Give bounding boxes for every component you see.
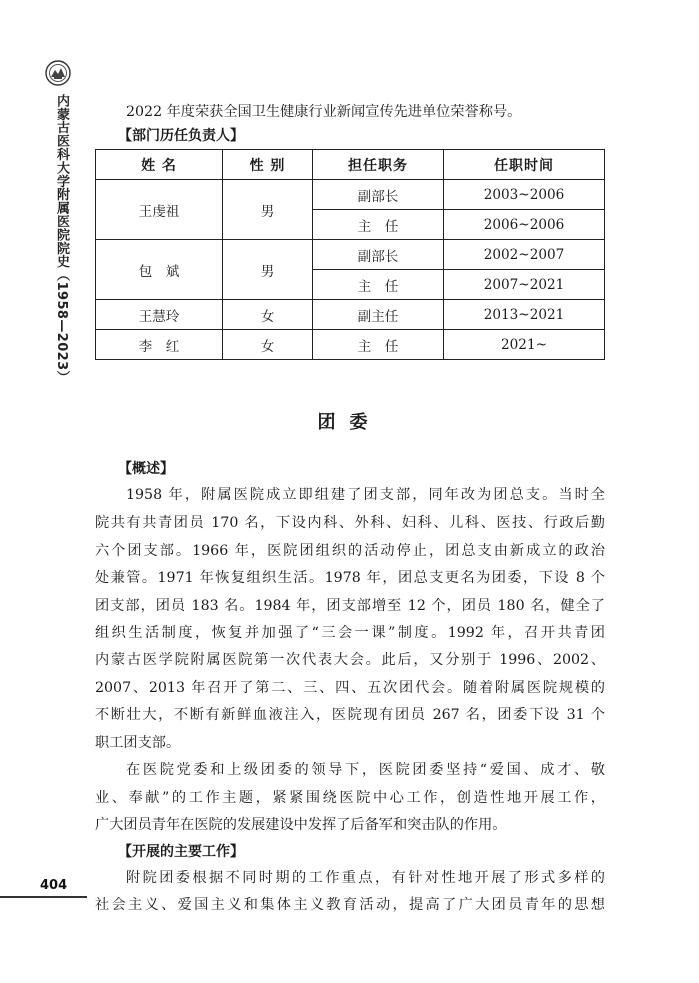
leaders-table	[95, 149, 605, 360]
cell-period: 2013~2021	[444, 300, 605, 330]
running-title: 内蒙古医科大学附属医院院史（1958—2023）	[54, 94, 69, 384]
section-title: 团委	[317, 412, 382, 433]
cell-post: 副部长	[313, 240, 444, 270]
page-number: 404	[40, 878, 68, 893]
cell-period: 2002~2007	[444, 240, 605, 270]
leaders-heading: 【部门历任负责人】	[118, 128, 244, 144]
table-row	[96, 180, 605, 210]
work-heading: 【开展的主要工作】	[118, 844, 244, 860]
cell-post: 副主任	[313, 300, 444, 330]
header-post: 担任职务	[313, 150, 444, 180]
overview-p1-line: 院共有共青团员 170 名，下设内科、外科、妇科、儿科、医技、行政后勤	[95, 515, 605, 531]
intro-line: 2022 年度荣获全国卫生健康行业新闻宣传先进单位荣誉称号。	[126, 104, 522, 120]
table-row	[96, 330, 605, 360]
overview-p1-line: 不断壮大，不断有新鲜血液注入，医院现有团员 267 名，团委下设 31 个	[95, 707, 605, 723]
overview-p1-line: 组织生活制度，恢复并加强了“三会一课”制度。1992 年，召开共青团	[95, 625, 605, 641]
cell-period: 2006~2006	[444, 210, 605, 240]
overview-p1-line: 2007、2013 年召开了第二、三、四、五次团代会。随着附属医院规模的	[95, 680, 605, 696]
header-name: 姓 名	[96, 150, 223, 180]
table-row	[96, 300, 605, 330]
cell-post: 主 任	[313, 270, 444, 300]
cell-period: 2003~2006	[444, 180, 605, 210]
cell-gender: 男	[223, 180, 313, 240]
hospital-emblem-icon	[45, 60, 71, 86]
cell-period: 2021~	[444, 330, 605, 360]
table-header-row	[96, 150, 605, 180]
cell-post: 主 任	[313, 330, 444, 360]
cell-name: 王虔祖	[96, 180, 223, 240]
overview-p2-line: 业、奉献”的工作主题，紧紧围绕医院中心工作，创造性地开展工作，	[95, 790, 605, 806]
overview-heading: 【概述】	[118, 461, 174, 477]
cell-gender: 男	[223, 240, 313, 300]
overview-p1-line: 1958 年，附属医院成立即组建了团支部，同年改为团总支。当时全	[126, 487, 605, 503]
overview-p2-line: 广大团员青年在医院的发展建设中发挥了后备军和突击队的作用。	[95, 817, 507, 833]
work-line: 社会主义、爱国主义和集体主义教育活动，提高了广大团员青年的思想	[95, 897, 605, 913]
table-row	[96, 240, 605, 270]
cell-name: 李 红	[96, 330, 223, 360]
cell-name: 王慧玲	[96, 300, 223, 330]
overview-p1-line: 团支部，团员 183 名。1984 年，团支部增至 12 个，团员 180 名，健全了	[95, 598, 605, 614]
overview-p1-line: 职工团支部。	[95, 735, 181, 751]
overview-p1-line: 六个团支部。1966 年，医院团组织的活动停止，团总支由新成立的政治	[95, 543, 605, 559]
overview-p1-line: 处兼管。1971 年恢复组织生活。1978 年，团总支更名为团委，下设 8 个	[95, 570, 605, 586]
footer-rule	[0, 896, 87, 898]
header-gender: 性 别	[223, 150, 313, 180]
overview-p1-line: 内蒙古医学院附属医院第一次代表大会。此后，又分别于 1996、2002、	[95, 652, 605, 668]
cell-gender: 女	[223, 330, 313, 360]
cell-post: 副部长	[313, 180, 444, 210]
cell-name: 包 斌	[96, 240, 223, 300]
header-period: 任职时间	[444, 150, 605, 180]
cell-post: 主 任	[313, 210, 444, 240]
work-line: 附院团委根据不同时期的工作重点，有针对性地开展了形式多样的	[126, 870, 605, 886]
overview-p2-line: 在医院党委和上级团委的领导下，医院团委坚持“爱国、成才、敬	[126, 762, 605, 778]
cell-gender: 女	[223, 300, 313, 330]
cell-period: 2007~2021	[444, 270, 605, 300]
